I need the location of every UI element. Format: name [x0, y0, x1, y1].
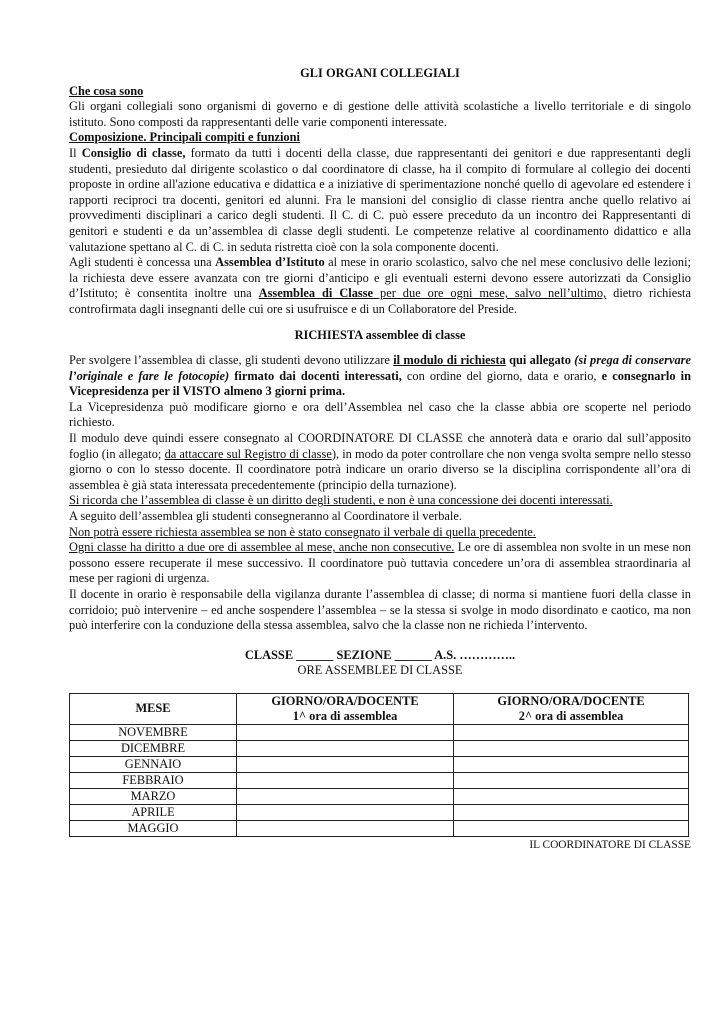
paragraph-coordinatore: [69, 431, 691, 493]
header-line: GIORNO/ORA/DOCENTE: [497, 693, 645, 708]
table-row: [70, 804, 689, 820]
entry-cell[interactable]: [237, 772, 454, 788]
month-cell: FEBBRAIO: [70, 772, 237, 788]
bold-term-assemblea-istituto: Assemblea d’Istituto: [215, 255, 325, 270]
bold-text: e consegnarlo in Vicepresidenza per il VISTO almeno 3 giorni prima.: [69, 368, 692, 399]
table-row: [70, 772, 689, 788]
bold-italic-note: (si prega di conservare l’originale e fare le fotocopie): [69, 353, 691, 383]
underlined-text: da attaccare sul Registro di classe: [164, 446, 332, 461]
table-header-row: [70, 693, 689, 724]
section-heading-richiesta: RICHIESTA assemblee di classe: [294, 327, 466, 342]
header-line: GIORNO/ORA/DOCENTE: [271, 693, 419, 708]
bold-term-consiglio: Consiglio di classe,: [81, 145, 186, 160]
month-cell: NOVEMBRE: [70, 724, 237, 740]
text-run: Il: [69, 145, 82, 160]
text-run: Per svolgere l’assemblea di classe, gli studenti devono utilizzare: [69, 353, 394, 368]
entry-cell[interactable]: [454, 756, 689, 772]
bold-text: qui allegato: [505, 353, 571, 368]
signature-label: IL COORDINATORE DI CLASSE: [529, 838, 691, 851]
entry-cell[interactable]: [454, 804, 689, 820]
text-run: Agli studenti è concessa una: [69, 255, 216, 270]
entry-cell[interactable]: [237, 788, 454, 804]
text-run: dietro richiesta controfirmata dagli insegnanti delle cui ore si usufruisce e di un Collaboratore del Preside.: [69, 286, 691, 316]
entry-cell[interactable]: [454, 772, 689, 788]
column-header-prima-ora: [237, 693, 454, 724]
entry-cell[interactable]: [454, 820, 689, 836]
bold-term-assemblea-classe: Assemblea di Classe: [258, 286, 374, 301]
month-cell: MARZO: [70, 788, 237, 804]
paragraph-consiglio-di-classe: [69, 146, 691, 255]
document-page: [69, 66, 691, 854]
paragraph-vigilanza: Il docente in orario è responsabile della vigilanza durante l’assemblea di classe; di norma si mantiene fuori della classe in corridoio; può intervenire – ed anche sospendere l’assemblea – se la stessa si svolge in modo disordinato e caotico, ma non può interferire con la conduzione della stessa assemblea, salvo che la classe non ne richieda l’intervento.: [69, 587, 691, 633]
section-body-che-cosa-sono: Gli organi collegiali sono organismi di governo e di gestione delle attività scolastiche a livello territoriale e di singolo istituto. Sono composti da rappresentanti delle varie componenti interessate.: [69, 99, 691, 129]
paragraph-vicepresidenza: La Vicepresidenza può modificare giorno e ora dell’Assemblea nel caso che la classe abbia ore scoperte nel periodo richiesto.: [69, 399, 691, 430]
month-cell: APRILE: [70, 804, 237, 820]
table-row: [70, 820, 689, 836]
entry-cell[interactable]: [237, 804, 454, 820]
header-line: 1^ ora di assemblea: [292, 708, 398, 723]
text-run: con ordine del giorno, data e orario,: [401, 368, 602, 383]
form-subheader: ORE ASSEMBLEE DI CLASSE: [297, 663, 463, 678]
section-heading-che-cosa-sono: Che cosa sono: [69, 83, 144, 98]
table-row: [70, 724, 689, 740]
column-header-seconda-ora: [454, 693, 689, 724]
section-heading-composizione: Composizione. Principali compiti e funzioni: [69, 130, 300, 145]
text-run: al mese in orario scolastico, salvo che nel mese conclusivo delle lezioni; la richiesta deve essere avanzata con tre giorni d’anticipo e gli eventuali esterni devono essere autorizzati da Consiglio d’Istituto; è consentita inoltre una: [69, 255, 691, 301]
table-row: [70, 788, 689, 804]
text-run: formato da tutti i docenti della classe, due rappresentanti dei genitori e due rappresentanti degli studenti, presieduto dal dirigente scolastico o dal coordinatore di classe, ha il compito di formulare al collegio dei docenti proposte in ordine all'azione educativa e didattica e a iniziative di sperimentazione nonché quello di agevolare ed estendere i rapporti reciproci tra docenti, genitori ed alunni. Fra le mansioni del consiglio di classe rientra anche quello relativo ai provvedimenti disciplinari a carico degli studenti. Il C. di C. può essere preceduto da un incontro dei Rappresentanti di genitori e studenti e da un’assemblea di classe degli studenti. Le competenze relative al coordinamento didattico e alla valutazione spettano al C. di C. in seduta ristretta cioè con la sola componente docenti.: [69, 145, 692, 254]
paragraph-verbale-precedente: Non potrà essere richiesta assemblea se non è stato consegnato il verbale di quella precedente.: [69, 524, 536, 539]
underlined-text: per due ore ogni mese, salvo nell’ultimo,: [373, 286, 607, 301]
entry-cell[interactable]: [237, 724, 454, 740]
entry-cell[interactable]: [454, 724, 689, 740]
paragraph-diritto: Si ricorda che l’assemblea di classe è un diritto degli studenti, e non è una concessione dei docenti interessati.: [69, 493, 613, 508]
table-row: [70, 740, 689, 756]
document-title: GLI ORGANI COLLEGIALI: [300, 66, 460, 80]
entry-cell[interactable]: [237, 820, 454, 836]
entry-cell[interactable]: [237, 740, 454, 756]
month-cell: GENNAIO: [70, 756, 237, 772]
paragraph-assemblee: [69, 255, 691, 317]
entry-cell[interactable]: [454, 788, 689, 804]
text-run: Le ore di assemblea non svolte in un mese non possono essere recuperate il mese successivo. Il coordinatore può tuttavia concedere un’ora di assemblea straordinaria al mese per ragioni di urgenza.: [69, 540, 691, 586]
month-cell: MAGGIO: [70, 820, 237, 836]
text-run: Il modulo deve quindi essere consegnato al COORDINATORE DI CLASSE che annoterà data e orario dal sull’apposito foglio (in allegato;: [69, 431, 691, 461]
entry-cell[interactable]: [454, 740, 689, 756]
ore-assemblee-table: [69, 693, 689, 837]
bold-text: firmato dai docenti interessati,: [229, 368, 402, 383]
paragraph-due-ore: [69, 540, 691, 587]
bold-underlined-modulo: il modulo di richiesta: [393, 353, 506, 368]
column-header-mese: MESE: [70, 693, 237, 724]
entry-cell[interactable]: [237, 756, 454, 772]
paragraph-verbale: A seguito dell’assemblea gli studenti consegneranno al Coordinatore il verbale.: [69, 509, 462, 524]
underlined-text: Ogni classe ha diritto a due ore di assemblee al mese, anche non consecutive.: [69, 540, 455, 555]
header-line: 2^ ora di assemblea: [518, 708, 624, 723]
month-cell: DICEMBRE: [70, 740, 237, 756]
paragraph-modulo-richiesta: [69, 353, 691, 400]
table-row: [70, 756, 689, 772]
form-header: CLASSE ______ SEZIONE ______ A.S. …………..: [244, 647, 516, 662]
text-run: ), in modo da poter controllare che non venga svolta sempre nello stesso giorno o con lo stesso docente. Il coordinatore potrà indicare un orario diverso se la disciplina corrispondente all’ora di assemblea è già stata interessata precedentemente (principio della turnazione).: [69, 446, 691, 492]
